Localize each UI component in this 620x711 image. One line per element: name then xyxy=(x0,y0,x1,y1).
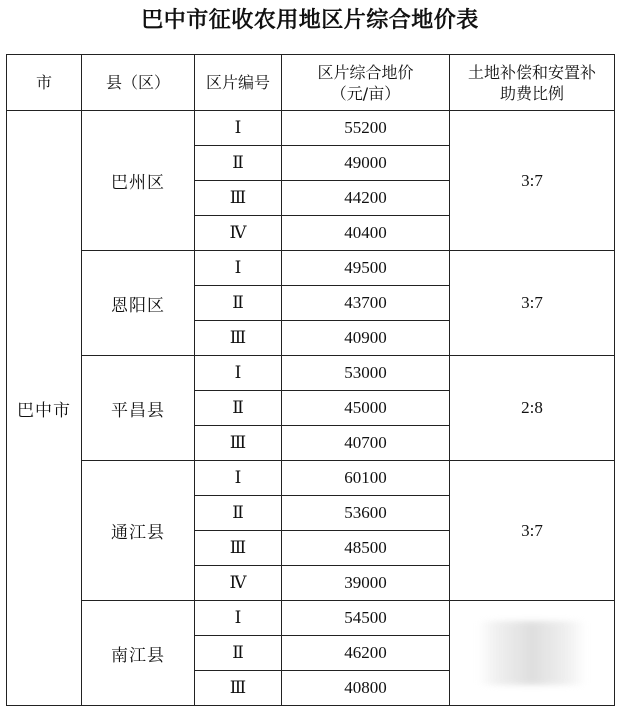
price-cell: 40800 xyxy=(282,671,450,706)
header-ratio xyxy=(450,55,615,111)
table-header-row xyxy=(7,55,615,111)
zone-number-cell: Ⅲ xyxy=(195,181,282,216)
zone-number-cell: Ⅲ xyxy=(195,671,282,706)
county-cell: 巴州区 xyxy=(82,111,195,251)
compensation-ratio-cell: 3:7 xyxy=(450,111,615,251)
zone-number-cell: Ⅰ xyxy=(195,111,282,146)
zone-number-cell: Ⅰ xyxy=(195,356,282,391)
compensation-ratio-cell xyxy=(450,601,615,706)
price-cell: 43700 xyxy=(282,286,450,321)
price-cell: 49000 xyxy=(282,146,450,181)
land-price-table xyxy=(6,54,615,706)
price-cell: 46200 xyxy=(282,636,450,671)
zone-number-cell: Ⅲ xyxy=(195,531,282,566)
header-city: 市 xyxy=(7,55,82,111)
table-row xyxy=(7,461,615,496)
zone-number-cell: Ⅱ xyxy=(195,146,282,181)
zone-number-cell: Ⅱ xyxy=(195,636,282,671)
price-cell: 54500 xyxy=(282,601,450,636)
table-row xyxy=(7,356,615,391)
price-cell: 60100 xyxy=(282,461,450,496)
price-cell: 45000 xyxy=(282,391,450,426)
zone-number-cell: Ⅰ xyxy=(195,251,282,286)
zone-number-cell: Ⅲ xyxy=(195,321,282,356)
zone-number-cell: Ⅰ xyxy=(195,461,282,496)
header-price-line2: （元/亩） xyxy=(330,83,401,103)
zone-number-cell: Ⅳ xyxy=(195,216,282,251)
compensation-ratio-cell: 3:7 xyxy=(450,461,615,601)
header-price xyxy=(282,55,450,111)
zone-number-cell: Ⅱ xyxy=(195,496,282,531)
table-row xyxy=(7,601,615,636)
city-cell: 巴中市 xyxy=(7,111,82,706)
price-cell: 55200 xyxy=(282,111,450,146)
header-ratio-line2: 助费比例 xyxy=(499,83,564,103)
table-row xyxy=(7,251,615,286)
blurred-watermark-patch xyxy=(477,621,587,685)
price-cell: 48500 xyxy=(282,531,450,566)
zone-number-cell: Ⅲ xyxy=(195,426,282,461)
price-cell: 40400 xyxy=(282,216,450,251)
county-cell: 平昌县 xyxy=(82,356,195,461)
header-zone-number: 区片编号 xyxy=(195,55,282,111)
price-cell: 39000 xyxy=(282,566,450,601)
zone-number-cell: Ⅱ xyxy=(195,391,282,426)
compensation-ratio-cell: 2:8 xyxy=(450,356,615,461)
header-county: 县（区） xyxy=(82,55,195,111)
header-price-line1: 区片综合地价 xyxy=(317,62,414,82)
table-row xyxy=(7,111,615,146)
zone-number-cell: Ⅰ xyxy=(195,601,282,636)
county-cell: 南江县 xyxy=(82,601,195,706)
price-cell: 40700 xyxy=(282,426,450,461)
county-cell: 通江县 xyxy=(82,461,195,601)
price-cell: 53600 xyxy=(282,496,450,531)
price-cell: 44200 xyxy=(282,181,450,216)
zone-number-cell: Ⅱ xyxy=(195,286,282,321)
county-cell: 恩阳区 xyxy=(82,251,195,356)
price-cell: 53000 xyxy=(282,356,450,391)
price-cell: 40900 xyxy=(282,321,450,356)
compensation-ratio-cell: 3:7 xyxy=(450,251,615,356)
zone-number-cell: Ⅳ xyxy=(195,566,282,601)
page-title: 巴中市征收农用地区片综合地价表 xyxy=(141,8,479,33)
price-cell: 49500 xyxy=(282,251,450,286)
header-ratio-line1: 土地补偿和安置补 xyxy=(467,62,596,82)
table-body xyxy=(7,111,615,706)
